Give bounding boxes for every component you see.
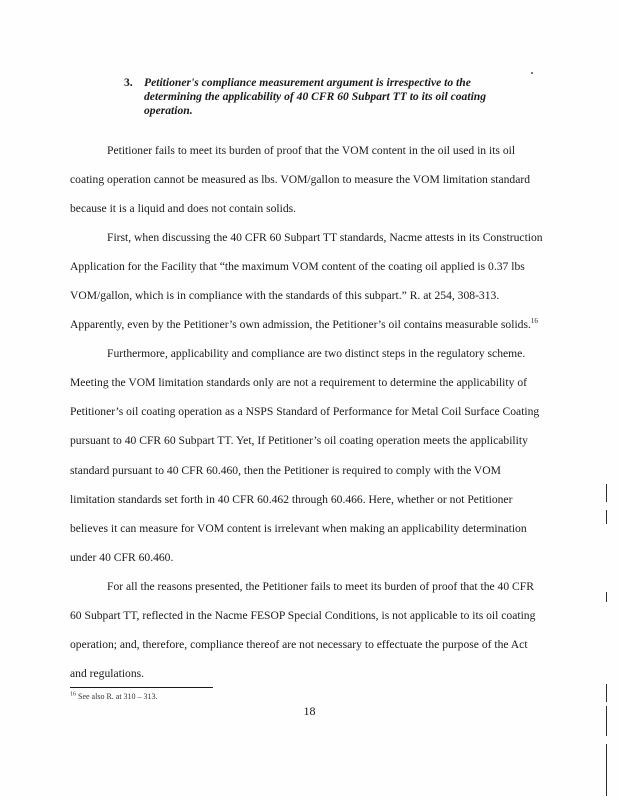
footnote-reference[interactable]: 16 <box>530 317 538 326</box>
paragraph <box>70 223 546 339</box>
scan-margin-mark <box>606 744 607 796</box>
section-heading-number: 3. <box>124 76 133 89</box>
body-text <box>70 136 546 688</box>
section-heading-text: Petitioner's compliance measurement argument is irrespective to the determining the applicability of 40 CFR 60 Subpart TT to its oil coating operation. <box>144 76 487 117</box>
paragraph <box>70 572 546 688</box>
scan-margin-mark <box>606 592 607 602</box>
scan-margin-mark <box>606 510 607 524</box>
footnote <box>70 692 158 702</box>
scan-margin-mark <box>606 684 607 702</box>
scan-speck <box>531 72 533 74</box>
footnote-divider <box>70 687 213 688</box>
footnote-text: See also R. at 310 – 313. <box>78 692 158 701</box>
scan-margin-mark <box>606 484 607 502</box>
footnote-number: 16 <box>70 691 76 698</box>
paragraph-text: First, when discussing the 40 CFR 60 Subpart TT standards, Nacme attests in its Construction Application for the Facility that “the maximum VOM content of the coating oil applied is 0.37 lbs VOM/gallon, which is in compliance with the standards of this subpart.” R. at 254, 308-313. Apparently, even by the Petitioner’s own admission, the Petitioner’s oil contains measurable solids. <box>70 231 543 332</box>
paragraph <box>70 136 546 223</box>
paragraph-text: For all the reasons presented, the Petitioner fails to meet its burden of proof that the 40 CFR 60 Subpart TT, reflected in the Nacme FESOP Special Conditions, is not applicable to its oil coating operation; and, therefore, compliance thereof are not necessary to effectuate the purpose of the Act and regulations. <box>70 579 536 680</box>
paragraph-text: Furthermore, applicability and compliance are two distinct steps in the regulatory scheme. Meeting the VOM limitation standards only are not a requirement to determine the applicability of Petitioner’s oil coating operation as a NSPS Standard of Performance for Metal Coil Surface Coating pursuant to 40 CFR 60 Subpart TT. Yet, If Petitioner’s oil coating operation meets the applicability standard pursuant to 40 CFR 60.460, then the Petitioner is required to comply with the VOM limitation standards set forth in 40 CFR 60.462 through 60.466. Here, whether or not Petitioner believes it can measure for VOM content is irrelevant when making an applicability determination under 40 CFR 60.460. <box>70 347 540 564</box>
paragraph <box>70 339 546 571</box>
page-number: 18 <box>303 704 316 718</box>
scan-margin-mark <box>606 706 607 736</box>
paragraph-text: Petitioner fails to meet its burden of proof that the VOM content in the oil used in its oil coating operation cannot be measured as lbs. VOM/gallon to measure the VOM limitation standard because it is a liquid and does not contain solids. <box>70 144 530 216</box>
